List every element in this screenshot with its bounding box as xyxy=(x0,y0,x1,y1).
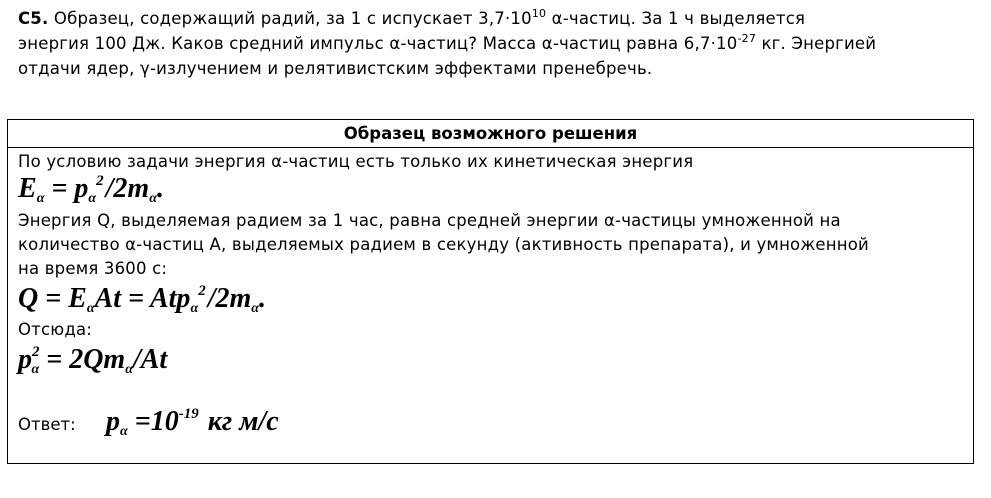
exponent: -27 xyxy=(737,32,757,45)
problem-text: кг. Энергией xyxy=(756,34,877,53)
problem-line-2 xyxy=(18,31,973,56)
problem-text: Образец, содержащий радий, за 1 с испускает 3,7·10 xyxy=(53,9,532,28)
solution-box xyxy=(7,119,974,464)
problem-text: α-частиц. За 1 ч выделяется xyxy=(546,9,806,28)
problem-text: энергия 100 Дж. Каков средний импульс α-частиц? Масса α-частиц равна 6,7·10 xyxy=(18,34,738,53)
problem-line-1 xyxy=(18,6,973,31)
problem-statement xyxy=(18,6,973,81)
solution-text-2c: на время 3600 с: xyxy=(18,259,168,278)
exponent: 10 xyxy=(531,7,547,20)
answer-value: $p_\alpha =10^{-19}$ кг м/с xyxy=(106,406,279,439)
solution-header: Образец возможного решения xyxy=(8,120,973,148)
problem-number: С5. xyxy=(18,9,49,28)
solution-text-3: Отсюда: xyxy=(18,320,93,339)
answer-label: Ответ: xyxy=(18,415,76,434)
solution-text-1: По условию задачи энергия α-частиц есть только их кинетическая энергия xyxy=(18,152,694,171)
formula-total-energy: $Q = E_\alpha At = Atp_\alpha^2/2m_\alpha$. xyxy=(18,283,266,316)
solution-text-2a: Энергия Q, выделяемая радием за 1 час, равна средней энергии α-частицы умноженной на xyxy=(18,211,841,230)
formula-momentum-squared: $p^2_\alpha = 2Qm_\alpha/At$ xyxy=(18,344,168,377)
problem-line-3: отдачи ядер, γ-излучением и релятивистским эффектами пренебречь. xyxy=(18,59,653,78)
solution-text-2b: количество α-частиц А, выделяемых радием в секунду (активность препарата), и умноженной xyxy=(18,235,869,254)
formula-kinetic-energy: $E_\alpha = p_\alpha^2/2m_\alpha$. xyxy=(18,173,164,206)
